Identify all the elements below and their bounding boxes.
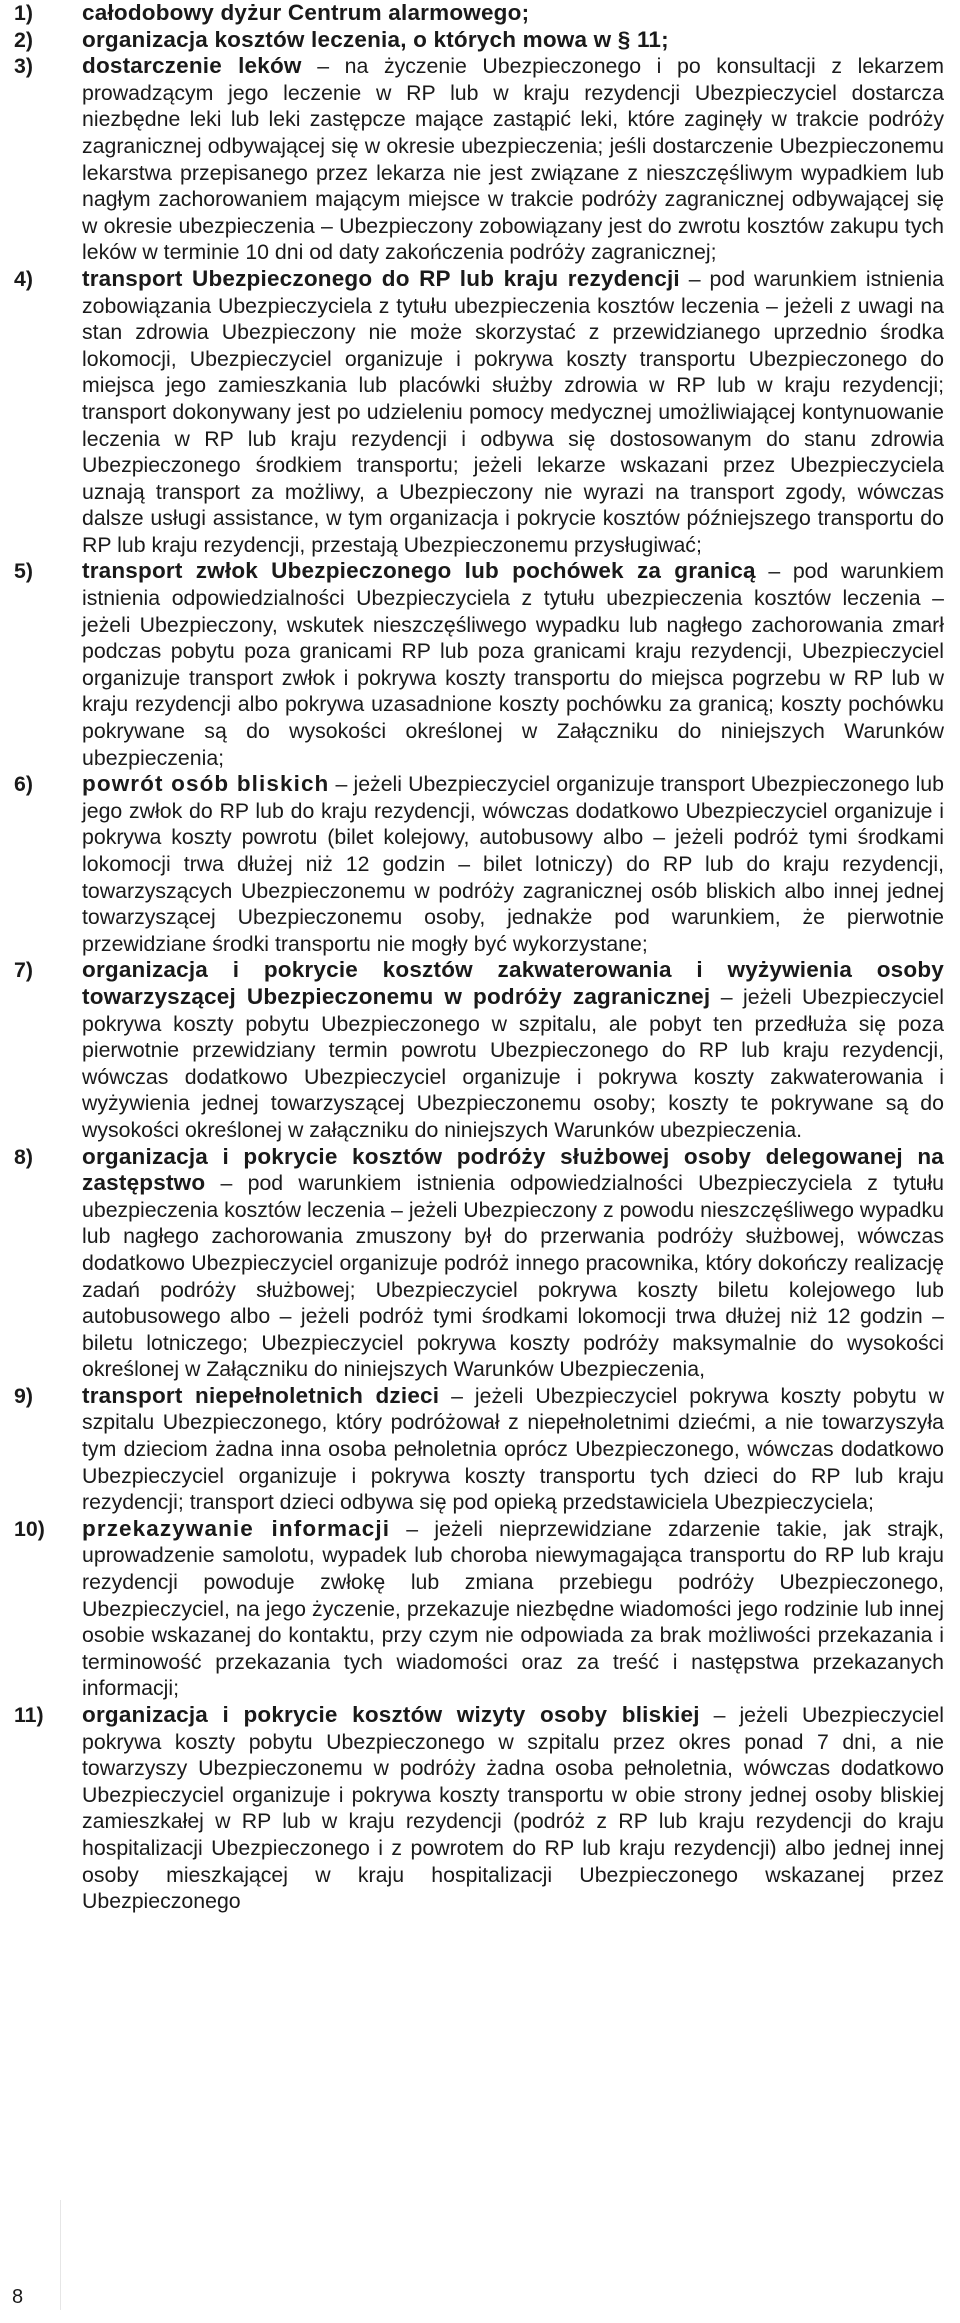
item-lead: transport Ubezpieczonego do RP lub kraju rezydencji (82, 265, 680, 291)
list-item (14, 27, 944, 54)
item-lead: całodobowy dyżur Centrum alarmowego; (82, 0, 530, 25)
item-lead: dostarczenie leków (82, 53, 302, 79)
item-content (82, 1516, 944, 1702)
item-lead: organizacja i pokrycie kosztów podróży służbowej osoby delegowanej na zastępstwo (82, 1143, 944, 1196)
item-lead: organizacja i pokrycie kosztów zakwaterowania i wyżywienia osoby towarzyszącej Ubezpieczonemu w podróży zagranicznej (82, 957, 944, 1009)
list-item (14, 53, 944, 266)
page-margin-rule (60, 2200, 61, 2310)
item-content (82, 266, 944, 559)
item-content (82, 1383, 944, 1516)
item-number: 9) (14, 1383, 33, 1408)
item-content (82, 53, 944, 266)
item-text: – pod warunkiem istnienia odpowiedzialności Ubezpieczyciela z tytułu ubezpieczenia kosztów leczenia – jeżeli Ubezpieczony z powodu nieszczęśliwego wypadku lub nagłego zachorowania zmuszony był do przerwania podróży służbowej, wówczas dodatkowo Ubezpieczyciel organizuje podróż innego pracownika, który dokończy realizację zadań podróży służbowej; Ubezpieczyciel pokrywa koszty biletu kolejowego lub autobusowego albo – jeżeli podróż tymi środkami lokomocji trwa dłużej niż 12 godzin – biletu lotniczego; Ubezpieczyciel pokrywa koszty podróży maksymalnie do wysokości określonej w Załączniku do niniejszych Warunków Ubezpieczenia, (82, 1171, 944, 1382)
item-text: – jeżeli Ubezpieczyciel pokrywa koszty pobytu Ubezpieczonego w szpitalu przez okres ponad 7 dni, a nie towarzyszy Ubezpieczonemu w podróży żadna osoba pełnoletnia, wówczas dodatkowo Ubezpieczyciel organizuje i pokrywa koszty transportu w obie strony jednej osoby bliskiej zamieszkałej w RP lub w kraju rezydencji (podróż z RP lub kraju rezydencji do kraju hospitalizacji Ubezpieczonego i z powrotem do RP lub kraju rezydencji) albo jednej innej osoby mieszkającej w kraju hospitalizacji Ubezpieczonego wskazanej przez Ubezpieczonego (82, 1703, 944, 1914)
item-number: 6) (14, 772, 33, 797)
item-number: 4) (14, 266, 33, 291)
item-content (82, 957, 944, 1143)
item-content (82, 0, 944, 27)
item-number: 11) (14, 1703, 44, 1727)
item-lead: organizacja kosztów leczenia, o których mowa w § 11; (82, 26, 669, 52)
item-number: 1) (14, 1, 33, 25)
item-number: 3) (14, 54, 33, 79)
item-lead: przekazywanie informacji (82, 1515, 391, 1541)
item-content (82, 1144, 944, 1383)
item-number: 8) (14, 1144, 33, 1169)
page-number: 8 (12, 2286, 24, 2308)
item-content (82, 1702, 944, 1915)
assistance-services-list (14, 0, 944, 1915)
list-item (14, 1144, 944, 1383)
item-text: – pod warunkiem istnienia odpowiedzialności Ubezpieczyciela z tytułu ubezpieczenia kosztów leczenia – jeżeli Ubezpieczony, wskutek nieszczęśliwego wypadku lub nagłego zachorowania zmarł podczas pobytu poza granicami RP lub poza granicami kraju rezydencji, Ubezpieczyciel organizuje transport zwłok i pokrywa koszty transportu do miejsca pogrzebu w RP lub w kraju rezydencji albo pokrywa uzasadnione koszty pochówku za granicą; koszty pochówku pokrywane są do wysokości określonej w Załączniku do niniejszych Warunków ubezpieczenia; (82, 559, 944, 770)
item-text: – jeżeli nieprzewidziane zdarzenie takie, jak strajk, uprowadzenie samolotu, wypadek lub choroba niewymagająca transportu do RP lub kraju rezydencji powoduje zwłokę lub zmiana przebiegu podróży Ubezpieczonego, Ubezpieczyciel, na jego życzenie, przekazuje niezbędne wiadomości jego rodzinie lub innej osobie wskazanej do kontaktu, przy czym nie odpowiada za brak możliwości przekazania i terminowość przekazania tych wiadomości oraz za treść i następstwa przekazanych informacji; (82, 1516, 944, 1701)
item-lead: transport niepełnoletnich dzieci (82, 1382, 440, 1408)
item-number: 2) (14, 27, 33, 52)
item-lead: transport zwłok Ubezpieczonego lub pochówek za granicą (82, 558, 756, 584)
item-number: 5) (14, 559, 33, 584)
list-item (14, 266, 944, 559)
item-text: – jeżeli Ubezpieczyciel pokrywa koszty pobytu w szpitalu Ubezpieczonego, który podróżował z niepełnoletnimi dziećmi, a nie towarzyszyła tym dzieciom żadna inna osoba pełnoletnia oprócz Ubezpieczonego, wówczas dodatkowo Ubezpieczyciel organizuje i pokrywa koszty transportu tych dzieci do RP lub kraju rezydencji; transport dzieci odbywa się pod opieką przedstawiciela Ubezpieczyciela; (82, 1383, 945, 1515)
list-item (14, 1383, 944, 1516)
list-item (14, 957, 944, 1143)
item-lead: organizacja i pokrycie kosztów wizyty osoby bliskiej (82, 1702, 700, 1727)
item-content (82, 771, 944, 957)
list-item (14, 558, 944, 771)
item-content (82, 558, 944, 771)
item-text: – jeżeli Ubezpieczyciel pokrywa koszty pobytu Ubezpieczonego w szpitalu, ale pobyt ten przedłuża się poza pierwotnie przewidziany termin powrotu Ubezpieczonego do RP lub kraju rezydencji, wówczas dodatkowo Ubezpieczyciel organizuje i pokrywa koszty zakwaterowania i wyżywienia jednej towarzyszącej Ubezpieczonemu osoby; koszty te pokrywane są do wysokości określonej w załączniku do niniejszych Warunków ubezpieczenia. (82, 984, 944, 1142)
list-item (14, 0, 944, 27)
list-item (14, 1516, 944, 1702)
item-number: 10) (14, 1516, 45, 1541)
item-content (82, 27, 944, 54)
list-item (14, 771, 944, 957)
item-lead: powrót osób bliskich (82, 771, 330, 797)
list-item (14, 1702, 944, 1915)
item-text: – na życzenie Ubezpieczonego i po konsultacji z lekarzem prowadzącym jego leczenie w RP lub w kraju rezydencji Ubezpieczyciel dostarcza niezbędne leki lub leki zastępcze mające zastąpić leki, które zaginęły w trakcie podróży zagranicznej odbywającej się w okresie ubezpieczenia; jeśli dostarczenie Ubezpieczonemu lekarstwa przepisanego przez lekarza nie jest związane z nieszczęśliwym wypadkiem lub nagłym zachorowaniem mającym miejsce w trakcie podróży zagranicznej odbywającej się w okresie ubezpieczenia – Ubezpieczony zobowiązany jest do zwrotu kosztów zakupu tych leków w terminie 10 dni od daty zakończenia podróży zagranicznej; (82, 54, 944, 265)
item-number: 7) (14, 958, 33, 983)
item-text: – pod warunkiem istnienia zobowiązania Ubezpieczyciela z tytułu ubezpieczenia kosztów leczenia – jeżeli z uwagi na stan zdrowia Ubezpieczony nie może skorzystać z przewidzianego uprzednio środka lokomocji, Ubezpieczyciel organizuje i pokrywa koszty transportu Ubezpieczonego do miejsca jego zamieszkania lub placówki służby zdrowia w RP lub w kraju rezydencji; transport dokonywany jest po udzieleniu pomocy medycznej umożliwiającej kontynuowanie leczenia w RP lub kraju rezydencji i odbywa się dostosowanym do stanu zdrowia Ubezpieczonego środkiem transportu; jeżeli lekarze wskazani przez Ubezpieczyciela uznają transport za możliwy, a Ubezpieczony nie wyrazi na transport zgody, wówczas dalsze usługi assistance, w tym organizacja i pokrycie kosztów późniejszego transportu do RP lub kraju rezydencji, przestają Ubezpieczonemu przysługiwać; (82, 266, 944, 557)
item-text: – jeżeli Ubezpieczyciel organizuje transport Ubezpieczonego lub jego zwłok do RP lub do kraju rezydencji, wówczas dodatkowo Ubezpieczyciel organizuje i pokrywa koszty powrotu (bilet kolejowy, autobusowy albo – jeżeli podróż tymi środkami lokomocji trwa dłużej niż 12 godzin – bilet lotniczy) do RP lub do kraju rezydencji, towarzyszących Ubezpieczonemu w podróży zagranicznej osób bliskich albo innej jednej towarzyszącej Ubezpieczonemu osoby, jednakże pod warunkiem, że pierwotnie przewidziane środki transportu nie mogły być wykorzystane; (82, 772, 944, 956)
